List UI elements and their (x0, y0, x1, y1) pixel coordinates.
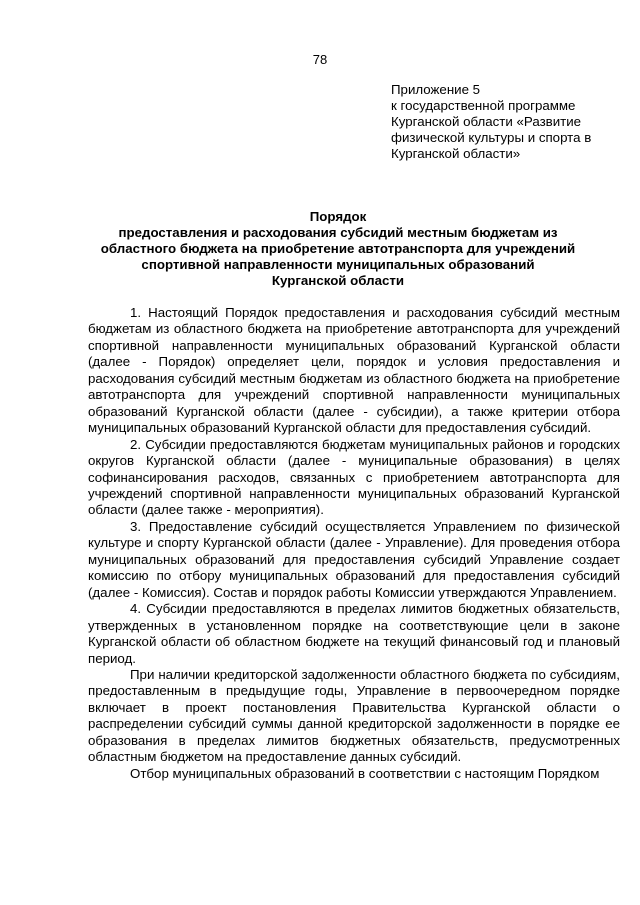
title-line: Курганской области (271, 273, 405, 288)
paragraph: 4. Субсидии предоставляются в пределах лимитов бюджетных обязательств, утвержденных в установленном порядке на соответствующие цели в законе Курганской области об областном бюджете на текущий финансовый год и плановый период. (88, 601, 620, 666)
appendix-line: к государственной программе (391, 98, 576, 113)
title-line: областного бюджета на приобретение автотранспорта для учреждений (100, 241, 576, 256)
title-line: спортивной направленности муниципальных образований (141, 257, 535, 272)
title-line: предоставления и расходования субсидий местным бюджетам из (118, 225, 558, 240)
document-body (88, 305, 620, 782)
appendix-line: физической культуры и спорта в (391, 130, 592, 145)
document-title (88, 209, 588, 289)
paragraph: Отбор муниципальных образований в соответствии с настоящим Порядком (130, 765, 600, 781)
appendix-line: Курганской области» (391, 146, 521, 161)
paragraph: При наличии кредиторской задолженности областного бюджета по субсидиям, предоставленным в предыдущие годы, Управление в первоочередном порядке включает в проект постановления Правительства Курганской области о распределении субсидий суммы данной кредиторской задолженности в порядке ее образования в пределах лимитов бюджетных обязательств, предусмотренных областным бюджетом на предоставление данных субсидий. (88, 666, 620, 765)
paragraph: 1. Настоящий Порядок предоставления и расходования субсидий местным бюджетам из областного бюджета на приобретение автотранспорта для учреждений спортивной направленности муниципальных образований Курганской области (далее - Порядок) определяет цели, порядок и условия предоставления и расходования субсидий местным бюджетам из областного бюджета на приобретение автотранспорта для учреждений спортивной направленности муниципальных образований Курганской области (далее - субсидии), а также критерии отбора муниципальных образований Курганской области для предоставления субсидий. (88, 305, 620, 436)
paragraph: 3. Предоставление субсидий осуществляется Управлением по физической культуре и спорту Курганской области (далее - Управление). Для проведения отбора муниципальных образований для предоставления субсидий Управление создает комиссию по отбору муниципальных образований для предоставления субсидий (далее - Комиссия). Состав и порядок работы Комиссии утверждаются Управлением. (88, 518, 620, 600)
appendix-line: Приложение 5 (391, 82, 481, 97)
title-line: Порядок (309, 209, 367, 224)
appendix-note (391, 82, 631, 162)
page-number: 78 (312, 52, 328, 67)
paragraph: 2. Субсидии предоставляются бюджетам муниципальных районов и городских округов Курганской области (далее - муниципальные образования) в целях софинансирования расходов, связанных с приобретением автотранспорта для учреждений спортивной направленности муниципальных образований Курганской области (далее также - мероприятия). (88, 436, 620, 518)
appendix-line: Курганской области «Развитие (391, 114, 582, 129)
